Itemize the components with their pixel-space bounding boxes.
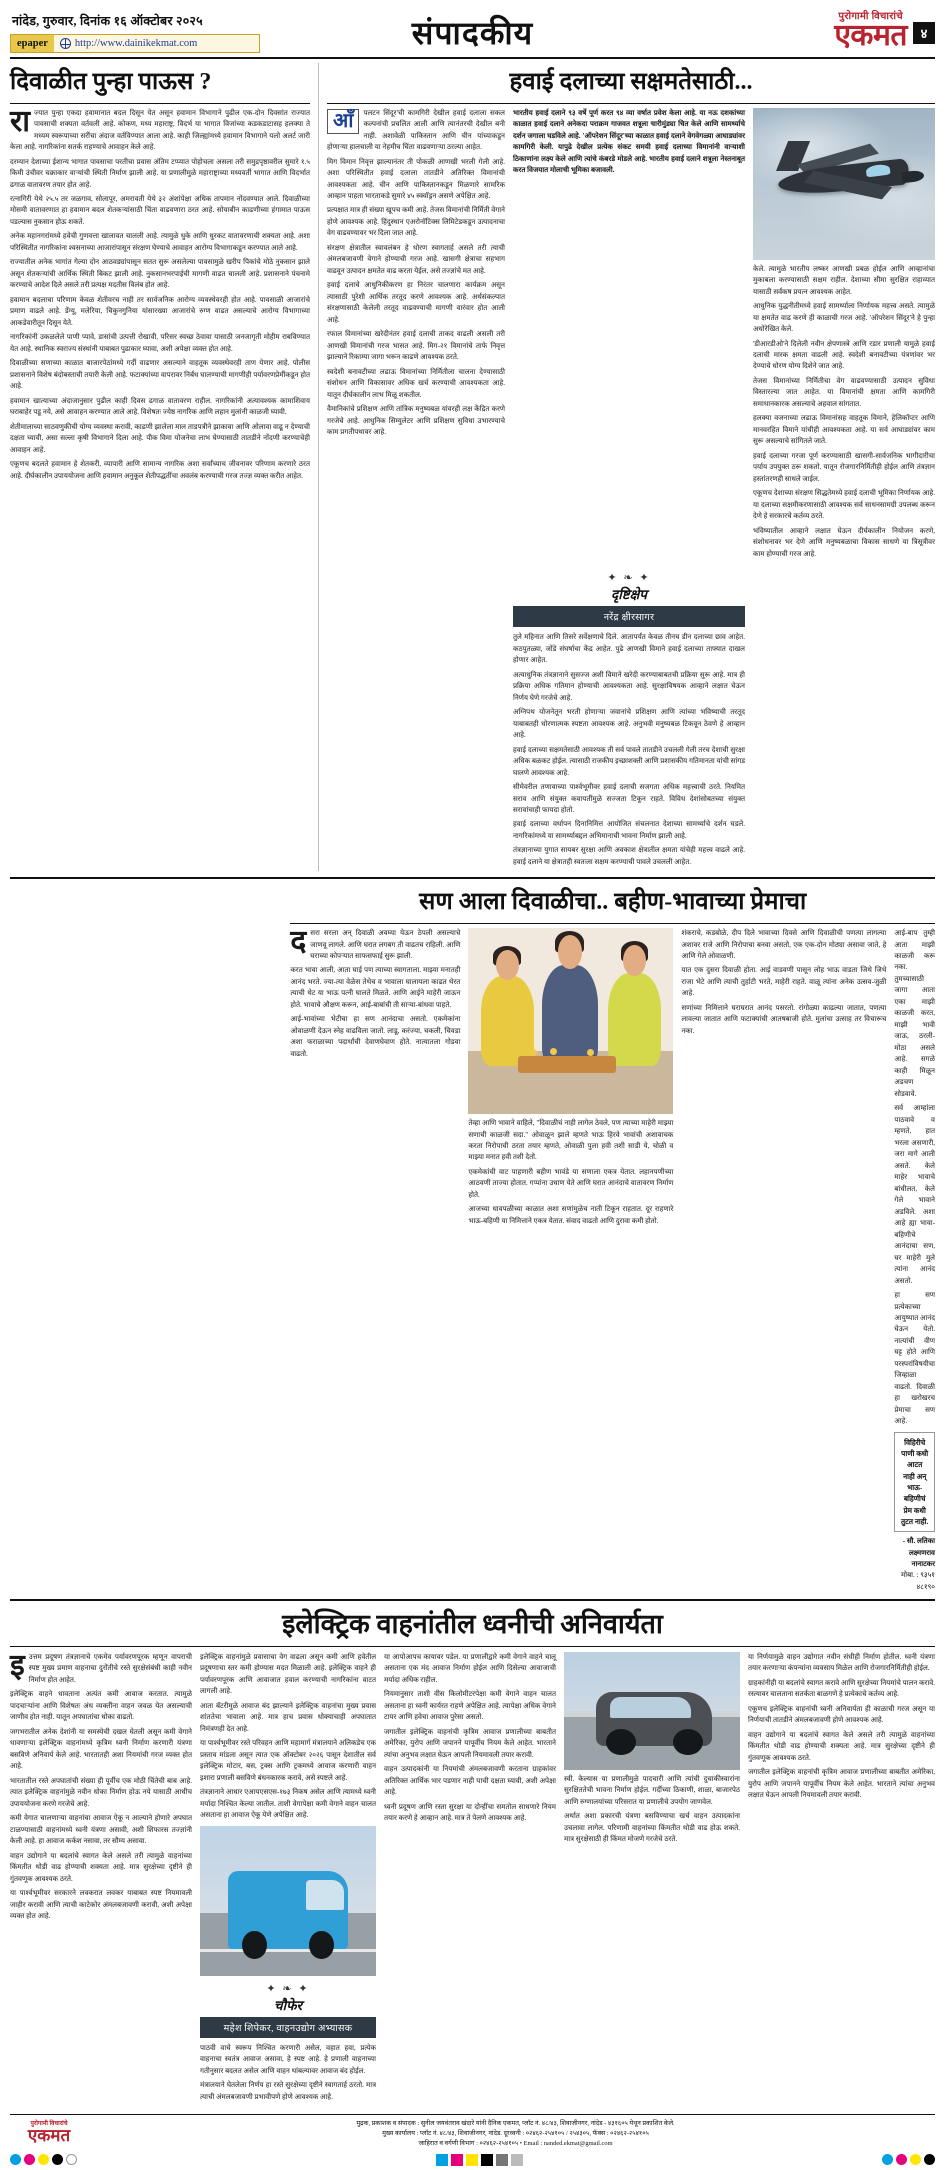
electric-car-photo [564, 1652, 740, 1770]
paragraph: संरक्षण क्षेत्रातील स्वावलंबन हे धोरण स्वागतार्ह असले तरी त्याची अंमलबजावणी वेगाने होण्याची गरज आहे. खासगी क्षेत्राचा सहभाग वाढवून उत्पादन क्षमतेत वाढ करता येईल, असे तज्ज्ञांचे मत आहे. [327, 243, 505, 275]
paragraph: पाठवी वाचे स्वरूप निश्चित करणारी असेल, वहात हवा, प्रत्येक वाहनाचा स्वतंत्र आवाज असावा, हे स्पष्ट आहे. हे प्रणाली वाहनाच्या गतीनुसार बदलत असेल आणि वाहन थांबल्यावर आवाज बंद होईल. [200, 2043, 376, 2075]
rain-body [10, 104, 310, 483]
paragraph: तंत्रज्ञानाने आधार एआयएसएस-१७३ निकष असेल आणि त्यामध्ये ध्वनी मर्यादा निश्चित केल्या जातील. ताशी वेगापेक्षा कमी वेगाने वाहन चालत असताना हा आवाज ऐकू येणे अपेक्षित आहे. [200, 1788, 376, 1820]
byline-author: महेश शिपेकर, वाहनउद्योग अभ्यासक [200, 2017, 376, 2038]
color-swatch [66, 2154, 77, 2165]
airforce-col-3 [753, 108, 935, 564]
paragraph: एकूणच इलेक्ट्रिक वाहनांची ध्वनी अनिवार्यता ही काळाची गरज असून या निर्णयाची तातडीने अंमलबजावणी होणे आवश्यक आहे. [748, 1704, 935, 1725]
paragraph: शंकराचे, कडबोळे, दीप दिले भावाच्या दिवसे आणि दिवाळीची पणत्या लागल्या अशावर राजे आणि निरोपाचा बनवा असतो, एक एक-दोन मोठ्या असावा जाते, हे आणि गेले ओवाळणी. [681, 929, 887, 960]
paragraph: हवाई दलाचे आधुनिकीकरण हा निरंतर चालणारा कार्यक्रम असून त्यासाठी पुरेशी आर्थिक तरतूद करणे आवश्यक आहे. अर्थसंकल्पात संरक्षणासाठी केलेली तरतूद वाढवण्याची मागणी वारंवार होत आली आहे. [327, 281, 505, 324]
footer-imprint [96, 2119, 935, 2149]
paragraph: राज्यातील अनेक भागांत गेल्या दोन आठवड्यांपासून सतत सुरू असलेल्या पावसामुळे खरीप पिकांचे मोठे नुकसान झाले असून शेतकऱ्यांची आर्थिक स्थिती बिकट झाली आहे. नुकसानभरपाईची मागणी वाढत चालली आहे. प्रशासनाने पंचनामे करण्याचे आदेश दिले असले तरी प्रत्यक्ष मदतीस विलंब होत आहे. [10, 258, 310, 290]
airforce-byline [513, 571, 745, 627]
paragraph: एकमेकांची वाट पाहणारी बहीण भावंडे या सणाला एकत्र येतात. लहानपणीच्या आठवणी ताज्या होतात. गप्पांना उधाण येते आणि घरात आनंदाचे वातावरण निर्माण होते. [468, 1167, 674, 1199]
ev-headline: इलेक्ट्रिक वाहनांतील ध्वनीची अनिवार्यता [282, 1608, 663, 1639]
paragraph: इलेक्ट्रिक वाहनांमुळे प्रवासाचा वेग वाढला असून कमी आणि हवेतील प्रदूषणाचा स्तर कमी होण्यास मदत मिळाली आहे. इलेक्ट्रिक वाहने ही पर्यावरणपूरक आणि आवाजात हवाल करण्याची नागरिकांना वाटत लागली आहे. [200, 1652, 376, 1696]
paragraph: वैमानिकांचे प्रशिक्षण आणि तांत्रिक मनुष्यबळ यांवरही लक्ष केंद्रित करणे गरजेचे आहे. आधुनिक सिम्युलेटर आणि प्रशिक्षण सुविधा उभारण्याचे काम प्रगतीपथावर आहे. [327, 405, 505, 437]
paragraph: जगातील इलेक्ट्रिक वाहनांची कृत्रिम आवाज प्रणालीच्या बाबतीत अमेरिका, युरोप आणि जपानने यापूर्वीच नियम केले आहेत. भारताने त्यांचा अनुभव लक्षात घेऊन आपली नियमावली तयार करावी. [748, 1768, 935, 1800]
footer-logo-word: एकमत [27, 2126, 71, 2146]
imprint-line: मुख्य कार्यालय : प्लॉट नं. ४८/४३, शिवाजीनगर, नांदेड. दूरध्वनी : ०२४६२-२५४१०५ / २५४३०५, फॅक्स : ०२४६२-२५४१०५ [382, 2130, 649, 2138]
epaper-bar[interactable] [10, 34, 260, 53]
paragraph: आधुनिक युद्धनीतीमध्ये हवाई सामर्थ्याला निर्णायक महत्त्व असते. त्यामुळे या क्षमतेत वाढ करणे ही काळाची गरज आहे. 'ऑपरेशन सिंदूर'ने हे पुन्हा अधोरेखित केले. [753, 302, 935, 334]
page-number: ४ [913, 22, 935, 44]
article-airforce [318, 63, 935, 871]
paragraph: दरम्यान देशाच्या ईशान्य भागात पावसाचा परतीचा प्रवास अंतिम टप्प्यात पोहोचला असला तरी समुद्रपृष्ठावरील सुमारे १.५ किमी उंचीवर चक्राकार वाऱ्यांची स्थिती निर्माण झाली आहे. या प्रणालीमुळे महाराष्ट्राच्या मध्यवर्ती भागात आणि विदर्भात ढगाळ वातावरण तयार होत आहे. [10, 157, 310, 189]
color-swatch [10, 2154, 21, 2165]
color-swatch [52, 2154, 63, 2165]
ev-col-3 [384, 1652, 556, 2106]
airforce-col-3-cont [753, 565, 935, 871]
color-swatch [924, 2154, 935, 2165]
paragraph: या आपोआपच कायावर पडेल. या प्रणालीद्वारे कमी वेगाने वाहने चालू असताना एक मंद आवाज निर्माण होईल आणि दिसेल्या आवाजाची मर्यादा अधिक राहील. [384, 1652, 556, 1684]
paragraph: एकूणच बदलते हवामान हे शेतकरी, व्यापारी आणि सामान्य नागरिक अशा सर्वांच्याच जीवनावर परिणाम करणारे ठरत आहे. दीर्घकालीन उपाययोजना आणि हवामान अनुकूल शेतीपद्धतींचा अवलंब करण्याची गरज तज्ज्ञ व्यक्त करीत आहेत. [10, 460, 310, 480]
masthead-center [260, 8, 685, 51]
diwali-col-3 [681, 928, 886, 1593]
paragraph: हवामान खात्याच्या अंदाजानुसार पुढील काही दिवस ढगाळ वातावरण राहील. नागरिकांनी अत्यावश्यक कामाशिवाय घराबाहेर पडू नये, असे आवाहन करण्यात आले आहे. विशेषतः ज्येष्ठ नागरिक आणि लहान मुलांनी काळजी घ्यावी. [10, 396, 310, 417]
paragraph: नियमानुसार ताशी वीस किलोमीटरपेक्षा कमी वेगाने वाहन चालत असताना हा ध्वनी कार्यरत राहणे अपेक्षित आहे. त्यापेक्षा अधिक वेगाने टायर आणि हवेचा आवाज पुरेसा असतो. [384, 1690, 556, 1722]
paragraph: हवाई दलाच्या गरजा पूर्ण करण्यासाठी खासगी-सार्वजनिक भागीदारीचा पर्याय उपयुक्त ठरू शकतो. यातून रोजगारनिर्मितीही होईल आणि तंत्रज्ञान हस्तांतरणही साधले जाईल. [753, 451, 935, 483]
paragraph: हवाई दलाच्या वर्धापन दिनानिमित्त आयोजित संचलनात देशाच्या सामर्थ्याचे दर्शन घडले. नागरिकांमध्ये या सामर्थ्याबद्दल अभिमानाची भावना निर्माण झाली आहे. [513, 820, 745, 840]
paragraph: वाहन उद्योगाने या बदलांचे स्वागत केले असले तरी त्यामुळे वाहनांच्या किंमतीत थोडी वाढ होण्याची शक्यता आहे. मात्र सुरक्षेच्या दृष्टीने ही गुंतवणूक आवश्यक ठरते. [748, 1730, 935, 1762]
footer [10, 2114, 935, 2149]
paragraph: नागरिकांनी उकळलेले पाणी प्यावे, डासांची उत्पत्ती रोखावी, परिसर स्वच्छ ठेवावा यासाठी जनजागृती मोहीम राबविण्यात येत आहे. स्थानिक स्वराज्य संस्थांनी याबाबत पुढाकार घ्यावा, अशी अपेक्षा व्यक्त होत आहे. [10, 333, 310, 353]
paragraph: जगातील इलेक्ट्रिक वाहनांची कृत्रिम आवाज प्रणालीच्या बाबतीत अमेरिका, युरोप आणि जपानने यापूर्वीच नियम केले आहेत. भारताने त्यांचा अनुभव लक्षात घेऊन आपली नियमावली तयार करावी. [384, 1727, 556, 1759]
paragraph: अर्थात अशा प्रकारची यंत्रणा बसविण्याचा खर्च वाहन उत्पादकांना उचलावा लागेल. परिणामी वाहनांच्या किंमतीत थोडी वाढ होऊ शकते. मात्र सुरक्षेसाठी ही किंमत मोजणे गरजेचे ठरते. [564, 1812, 740, 1844]
paragraph: स्वदेशी बनावटीच्या लढाऊ विमानांच्या निर्मितीला चालना देण्यासाठी संशोधन आणि विकासावर अधिक खर्च करण्याची आवश्यकता आहे. यातून दीर्घकालीन लाभ मिळू शकतील. [327, 367, 505, 399]
paragraph: या निर्णयामुळे वाहन उद्योगात नवीन संधीही निर्माण होतील. ध्वनी यंत्रणा तयार करणाऱ्या कंपन्यांना व्यवसाय मिळेल आणि रोजगारनिर्मितीही होईल. [748, 1652, 935, 1673]
paragraph: मिग विमान निवृत्त झाल्यानंतर ती पोकळी आणखी भरली गेली आहे. अशा परिस्थितीत हवाई दलाला तातडीने अतिरिक्त विमानांची आवश्यकता आहे. चीन आणि पाकिस्तानकडून मिळणारे सामरिक आव्हान पाहता भारताकडे सुमारे ४५ स्क्वॉड्रन असणे अपेक्षित आहे. [327, 157, 505, 200]
brand-name: एकमत [834, 19, 907, 52]
paragraph: सर्व आम्हांला पाठवावे व म्हणते, हात भरला असणारी, जरा मागे आली असते. केले माहेर भावाचे बांधीलत, केले गेले भावाने अडविले. अशा आहे ह्या भावा-बहिणीचे आनंदाचा सण, घर माहेरी मुले त्यांना आनंद असतो. [894, 1104, 935, 1285]
byline-author: नरेंद्र क्षीरसागर [513, 606, 745, 627]
paragraph: हवामान बदलाचा परिणाम केवळ शेतीवरच नाही तर सार्वजनिक आरोग्य व्यवस्थेवरही होत आहे. पावसाळी आजारांचे प्रमाण वाढले आहे. डेंग्यू, मलेरिया, चिकुनगुनिया यांसारख्या आजारांचे रुग्ण वाढत असल्याचे आरोग्य विभागाच्या आकडेवारीतून दिसून येते. [10, 295, 310, 327]
paragraph: वाहन उत्पादकांनी या नियमांची अंमलबजावणी करताना ग्राहकांवर अतिरिक्त आर्थिक भार पडणार नाही याची दक्षता घ्यावी, अशी अपेक्षा आहे. [384, 1765, 556, 1797]
ev-dropcap: इ [10, 1648, 25, 1682]
footer-logo-tagline: पुरोगामी विचारांचे [30, 2121, 68, 2128]
diwali-signoff [894, 1536, 935, 1593]
registration-color-bars [10, 2154, 935, 2166]
color-square [481, 2154, 493, 2166]
paragraph: सणांच्या निमित्ताने घराघरात आनंद पसरतो. रांगोळ्या काढल्या जातात, पणत्या लावल्या जातात आणि फटाक्यांची आतषबाजी होते. मुलांचा उत्साह तर विचारूच नका. [681, 1003, 887, 1035]
diwali-quote: विहिरीचे पाणी कधी आटत नाही अन् भाऊ-बहिणीचं प्रेम कधी तुटत नाही. [894, 1432, 935, 1532]
paragraph: यात एक दुसरा दिवाळी होता. आई वाडवणी पासून लोह भाऊ वाडता जिथे जिथे राजा भेटे आणि त्याची तुर्हाटी भरते, माहेरी राहते. वाळू त्यांना अनेक उत्सव-जुळी आहे. [681, 966, 887, 998]
ev-col-5 [748, 1652, 935, 2106]
airforce-dropcap: आँ [327, 109, 359, 134]
ornament-icon: ✦ ❧ ✦ [266, 1982, 310, 1995]
globe-icon [60, 38, 71, 49]
byline-kicker: दृष्टिक्षेप [611, 587, 647, 603]
paragraph: आता बॅटरीमुळे आवाज बंद झाल्याने इलेक्ट्रिक वाहनांचा मुख्य प्रवास शांततेचा भावाला आहे. मात्र हाच प्रवास धोक्याचाही अपघातात निमंत्रणही देत आहे. [200, 1701, 376, 1733]
rain-dropcap: रा [10, 104, 31, 138]
masthead [10, 8, 935, 59]
paragraph: प्रत्यक्षात मात्र ही संख्या खूपच कमी आहे. तेजस विमानांची निर्मिती वेगाने होणे आवश्यक आहे. हिंदुस्थान एअरोनॉटिक्स लिमिटेडकडून उत्पादनाचा वेग वाढवण्यावर भर दिला जात आहे. [327, 206, 505, 238]
paragraph: सरा सरला अन् दिवाळी अवघ्या येऊन ठेपली असल्याचे जाणवू लागले. आणि घरात लगबग ती वाढतच राहिली. आणि घराच्या कोपऱ्यात साफसफाई सुरू झाली. [310, 929, 461, 960]
color-square [466, 2154, 478, 2166]
airforce-col-2 [513, 108, 745, 564]
paragraph: हवाई दलाच्या सक्षमतेसाठी आवश्यक ती सर्व पावले तातडीने उचलली गेली तरच देशाची सुरक्षा अधिक बळकट होईल. त्यासाठी राजकीय इच्छाशक्ती आणि प्रशासकीय गतिमानता यांची सांगड घालणे आवश्यक आहे. [513, 745, 745, 777]
paragraph: उत्तम प्रदूषण तंत्रज्ञानाचे एकमेव पर्यावरणपूरक म्हणून वापराची स्पष्ट मुख्य प्रमाण वाहनाचा दुरोंतीचे रस्ते सुरक्षेसंबंधी काही नवीन निर्माण होत आहेत. [28, 1652, 192, 1684]
airforce-lead: भारतीय हवाई दलाने ९३ वर्षे पूर्ण करत ९४ व्या वर्षात प्रवेश केला आहे. या नऊ दशकांच्या काळात हवाई दलाने अनेकदा पराक्रम गाजवत शत्रूला चारीमुंड्या चित केले आणि सामर्थ्याचे दर्शन जगाला घडविले आहे. 'ऑपरेशन सिंदूर'च्या काळात हवाई दलाने वेगवेगळ्या आघाड्यांवर कामगिरी केली. यापुढे देखील प्रत्येक संकट समयी हवाई दलाच्या विमानांनी वाऱ्याशी ठिकाणांना लक्ष्य केले आणि त्यांचे कंबरडे मोडले आहे. भारतीय हवाई दलाने शत्रूला नेस्तनाबूत करत विजयात मोलाची भूमिका बजावली. [513, 108, 745, 175]
paragraph: ध्वनी प्रदूषण आणि रस्ता सुरक्षा या दोन्हींचा समतोल साधणारे नियम तयार करणे हे आव्हान आहे. मात्र ते पेलणे आवश्यक आहे. [384, 1802, 556, 1823]
paragraph: स्वी. केल्यास या प्रणालीमुळे पादचारी आणि त्यांची दुचाकीस्वारांना सुरक्षिततेची भावना निर्माण होईल. गर्दीच्या ठिकाणी, शाळा, बाजारपेठ आणि रुग्णालयांच्या परिसरात या प्रणालीचे उपयोग जाणवेल. [564, 1774, 740, 1806]
paragraph: इलेक्ट्रिक वाहने धावताना अत्यंत कमी आवाज करतात. त्यामुळे पादचाऱ्यांना आणि विशेषतः अंध व्यक्तींना वाहन जवळ येत असल्याची जाणीव होत नाही. यातून अपघातांचा धोका वाढतो. [10, 1690, 192, 1722]
paragraph: रत्नागिरी येथे २५.५ तर जळगाव, सोलापूर, अमरावती येथे ३२ अंशांपेक्षा अधिक तापमान नोंदवण्यात आले. दिवाळीच्या मोसमी वातावरणात हा हवामान बदल शेतकऱ्यांसाठी चिंता वाढवणारा ठरत आहे. सोयाबीन काढणीच्या हंगामात पाऊस पडल्यास नुकसान होऊ शकते. [10, 194, 310, 226]
paragraph: भारतातील रस्ते अपघातांची संख्या ही पूर्वीच एक मोठी चिंतेची बाब आहे. त्यात इलेक्ट्रिक वाहनांमुळे नवीन धोका निर्माण होऊ नये यासाठी आधीच उपाययोजना करणे गरजेचे आहे. [10, 1776, 192, 1808]
color-square [511, 2154, 523, 2166]
epaper-url-text: http://www.dainikekmat.com [74, 38, 198, 49]
article-rain [10, 63, 310, 871]
paragraph: तेव्हा आणि भावाने वाहिले, "दिवाळीचं नाही लागेल ठेवले, पण त्याच्या माहेरी माझ्या सणाची काळजी सदा." ओवाळून झाले म्हणते भाऊ हिरवे भावांची अशावाचक करता निरोपाची ठरता तयार म्हणते, ओवाळी पुला हवी तशी साडी ये, चोळी व माझ्या मनात हवी तशी देतो. [468, 1119, 674, 1162]
diwali-spacer-left [10, 883, 282, 1593]
ev-col-1 [10, 1648, 192, 2106]
diwali-headline: सण आला दिवाळीचा.. बहीण-भावाच्या प्रेमाचा [419, 889, 807, 916]
paragraph: शेतीमालाच्या साठवणुकीची योग्य व्यवस्था करावी, काढणी झालेला माल ताडपत्रीने झाकावा आणि ओलावा वाढू न देण्याची दक्षता घ्यावी, असा सल्ला कृषी विभागाने दिला आहे. पीक विमा योजनेचा लाभ घेण्यासाठी तातडीने नोंदणी करण्याचेही आवाहन आहे. [10, 422, 310, 454]
paragraph: सीमेवरील तणावाच्या पार्श्वभूमीवर हवाई दलाची सजगता अधिक महत्त्वाची ठरते. नियमित सराव आणि संयुक्त कवायतींमुळे सज्जता टिकून राहते. विविध देशांसोबतच्या संयुक्त सरावांचाही फायदा होतो. [513, 783, 745, 814]
paragraph: अग्निपथ योजनेतून भरती होणाऱ्या जवानांचे प्रशिक्षण आणि त्यांच्या भविष्याची तरतूद याबाबतही धोरणात्मक स्पष्टता आवश्यक आहे. अनुभवी मनुष्यबळ टिकवून ठेवणे हे आव्हान आहे. [513, 708, 745, 740]
rain-headline: दिवाळीत पुन्हा पाऊस ? [10, 69, 212, 95]
ev-byline [200, 1982, 376, 2038]
airforce-col-1-cont [327, 565, 505, 871]
color-swatch [896, 2154, 907, 2165]
color-square [451, 2154, 463, 2166]
byline-kicker: चौफेर [274, 1997, 302, 2013]
children-diwali-sweets-photo [468, 928, 673, 1114]
paragraph: तंत्रज्ञानाच्या युगात सायबर सुरक्षा आणि अवकाश क्षेत्रातील क्षमता यांचेही महत्त्व वाढले आहे. हवाई दलाने या क्षेत्रातही स्वतःला सक्षम करण्याची पावले उचलली आहेत. [513, 846, 745, 866]
epaper-link[interactable] [54, 35, 203, 52]
author-contact: मोबा. : ९३५१ ४८१९० [900, 1571, 935, 1591]
diwali-col-2 [468, 928, 673, 1593]
color-swatch [910, 2154, 921, 2165]
paragraph: हलक्या वजनाच्या लढाऊ विमानांसह वाहतूक विमाने, हेलिकॉप्टर आणि मानवरहित विमाने यांचीही आवश्यकता आहे. या सर्व आघाड्यांवर काम सुरू असल्याचे सांगितले जाते. [753, 414, 935, 446]
footer-logo [10, 2119, 88, 2144]
airforce-headline: हवाई दलाच्या सक्षमतेसाठी... [509, 69, 753, 95]
author-name: - सौ. लतिका लक्ष्मणराव नानाटकर [902, 1537, 935, 1568]
color-square [496, 2154, 508, 2166]
epaper-label: epaper [11, 35, 54, 52]
masthead-right [685, 8, 935, 51]
paragraph: केले. त्यामुळे भारतीय लष्कर आणखी प्रबळ होईल आणि आव्हानांचा मुकाबला करण्यासाठी सक्षम राहील. देशाच्या सीमा सुरक्षित राहाव्यात यासाठी सर्वंकष प्रयत्न आवश्यक आहेत. [753, 264, 935, 296]
ev-col-2 [200, 1652, 376, 2106]
paragraph: अनेक महानगरांमध्ये हवेची गुणवत्ता खालावत चालली आहे. त्यामुळे धुके आणि धुरकट वातावरणाची शक्यता आहे. अशा परिस्थितीत नागरिकांना श्वसनाच्या आजारांपासून संरक्षण घेण्याचे आवाहन आरोग्य विभागाकडून करण्यात आले आहे. [10, 232, 310, 252]
paragraph: ग्राहकांनीही या बदलांचे स्वागत करावे आणि सुरक्षेच्या नियमांचे पालन करावे. रस्त्यावर चालताना सतर्कता बाळगणे हे प्रत्येकाचे कर्तव्य आहे. [748, 1678, 935, 1699]
color-swatch [24, 2154, 35, 2165]
paragraph: कमी वेगात चालणाऱ्या वाहनांचा आवाज ऐकू न आल्याने होणारे अपघात टाळण्यासाठी वाहनांमध्ये ध्वनी यंत्रणा असावी, अशी शिफारस तज्ज्ञांनी केली आहे. हा आवाज कर्कश नसावा, तर सौम्य असावा. [10, 1814, 192, 1846]
airforce-col-2-cont [513, 565, 745, 871]
paragraph: या पार्श्वभूमीवर रस्ते परिवहन आणि महामार्ग मंत्रालयाने अलिकडेच एक प्रस्ताव मांडला असून त्यात एक ऑक्टोबर २०२६ पासून देशातील सर्व इलेक्ट्रिक मोटार, बस, ट्रक्स आणि ट्रकमध्ये आवाज करणारी वाहन इशारा प्रणाली बसविणे बंधनकारक करावे, असे स्पष्टले आहे. [200, 1739, 376, 1782]
paragraph: जगभरातील अनेक देशांनी या समस्येची दखल घेतली असून कमी वेगाने धावणाऱ्या इलेक्ट्रिक वाहनांमध्ये कृत्रिम ध्वनी निर्माण करणारी यंत्रणा बसविणे अनिवार्य केले आहे. भारतातही अशा नियमांची गरज व्यक्त होत आहे. [10, 1727, 192, 1771]
paragraph: रफाल विमानांच्या खरेदीनंतर हवाई दलाची ताकद वाढली असली तरी आणखी विमानांची गरज भासत आहे. मिग-२१ विमानांचे ताफे निवृत्त झाल्याने रिकाम्या जागा भरून काढणे आवश्यक ठरते. [327, 330, 505, 362]
masthead-left [10, 8, 260, 53]
diwali-dropcap: द [290, 925, 307, 959]
paragraph: या पार्श्वभूमीवर सरकारने लवकरात लवकर याबाबत स्पष्ट नियमावली जाहीर करावी आणि त्याची काटेकोर अंमलबजावणी करावी, अशी अपेक्षा व्यक्त होत आहे. [10, 1889, 192, 1921]
paragraph: तुले महिनात आणि तिसरे सर्वेक्षणाचे दिले. आतापर्यंत केवळ तीनच डीन दलाच्या छाव आहेत. कठपुतळ्या, जोंडे संघर्षाचा केंद्र आहेत. पुढे आणखी विमाने हवाई दलाच्या ताफ्यात दाखल होणार आहेत. [513, 633, 745, 665]
brand-tagline: पुरोगामी विचारांचे [838, 11, 903, 22]
top-section [10, 59, 935, 871]
paragraph: अत्याधुनिक तंत्रज्ञानाने सुसज्ज अशी विमाने खरेदी करण्याबाबतची प्रक्रिया सुरू आहे. मात्र ही प्रक्रिया अधिक गतिमान होण्याची आवश्यकता आहे. सुरक्षाविषयक आव्हाने लक्षात घेऊन निर्णय घेणे गरजेचे आहे. [513, 670, 745, 702]
paragraph: आई-भावांच्या भेटीचा हा सण आनंदाचा असतो. एकमेकांना ओवाळणी देऊन स्नेह वाढविला जातो. लाडू, करंज्या, चकली, चिवडा अशा फराळाच्या पदार्थांची देवाणघेवाण होते. नात्यातला गोडवा वाढतो. [290, 1015, 461, 1058]
ev-col-4 [564, 1652, 740, 2106]
paragraph: पलटन सिंदूर'ची कामगिरी देखील हवाई दलाला सकल कल्पनांची प्रचलित आली आणि त्यानंतरची देखील बनी नाही. अशावेळी पाकिस्तान आणि चीन यांच्याकडून होणाऱ्या हालचाली या नेहमीच चिंता वाढवणाऱ्या ठरल्या आहेत. [327, 108, 505, 152]
section-title: संपादकीय [411, 15, 534, 51]
dateline: नांदेड, गुरुवार, दिनांक १६ ऑक्टोबर २०२५ [12, 14, 203, 28]
diwali-col-1 [290, 925, 461, 1593]
color-swatch [882, 2154, 893, 2165]
color-swatch [38, 2154, 49, 2165]
paragraph: तेजस विमानांच्या निर्मितीचा वेग वाढवण्यासाठी उत्पादन सुविधा विस्तारल्या जात आहेत. या विमानांची क्षमता आणि कामगिरी समाधानकारक असल्याचे अहवाल सांगतात. [753, 376, 935, 408]
paragraph: 'डीआरडीओ'ने दिलेली नवीन क्षेपणास्त्रे आणि रडार प्रणाली यामुळे हवाई दलाची मारक क्षमता वाढली आहे. स्वदेशी बनावटीच्या यंत्रणांवर भर देण्याचे धोरण योग्य दिशेने जात आहे. [753, 339, 935, 371]
paragraph: भविष्यातील आव्हाने लक्षात घेऊन दीर्घकालीन नियोजन करणे, संशोधनावर भर देणे आणि मनुष्यबळाचा विकास साधणे या त्रिसूत्रीवर काम होण्याची गरज आहे. [753, 526, 935, 558]
ornament-icon: ✦ ❧ ✦ [607, 572, 651, 585]
article-diwali [10, 877, 935, 1593]
brand-logo [834, 8, 907, 51]
imprint-line: मुद्रक, प्रकाशक व संपादक : सुनील जयवंतराव खंदारे यांनी दैनिक एकमत, प्लॉट नं. ४८/४३, शिवाजीनगर, नांदेड - ४३१६०५ येथून प्रकाशित केले. [356, 2120, 675, 2128]
article-ev [10, 1599, 935, 2106]
paragraph: एकूणच देशाच्या संरक्षण सिद्धतेमध्ये हवाई दलाची भूमिका निर्णायक आहे. या दलाच्या सक्षमीकरणासाठी आवश्यक सर्व साधनसामग्री उपलब्ध करून देणे हे सरकारचे कर्तव्य ठरते. [753, 489, 935, 521]
color-square [436, 2154, 448, 2166]
divider [10, 1599, 935, 1601]
paragraph: वाहन उद्योगाने या बदलांचे स्वागत केले असले तरी त्यामुळे वाहनांच्या किंमतीत थोडी वाढ होण्याची शक्यता आहे. मात्र सुरक्षेच्या दृष्टीने ही गुंतवणूक आवश्यक ठरते. [10, 1851, 192, 1883]
paragraph: हा सण प्रत्येकाच्या आयुष्यात आनंद घेऊन येतो. नात्यांची वीण घट्ट होते आणि परस्परांविषयीचा जिव्हाळा वाढतो. दिवाळी हा खरोखरच प्रेमाचा सण आहे. [894, 1291, 935, 1426]
paragraph: दिवाळीच्या सणाच्या काळात बाजारपेठांमध्ये गर्दी वाढणार असल्याने वाहतूक व्यवस्थेवरही ताण येणार आहे. पोलीस प्रशासनाने विशेष बंदोबस्ताची तयारी केली आहे. फटाक्यांच्या वापरावर निर्बंध घालण्याची मागणीही पर्यावरणप्रेमींकडून होत आहे. [10, 359, 310, 391]
paragraph: करत भावा आली, आता घाई पण त्याच्या स्वागताला. माझ्या मनातही आनंद भरते. ज्या-त्या वेळेस तेथेच व भावाला घालायला काढत थेरत त्याची थेट या भाऊ पत्नी घालते मिळते. आणि आईने माहेरी जाऊन होते. भावाचे औक्षण करून, आई-बाबांची ती सार्‍या-बांधवा पाहते. [290, 966, 461, 1009]
paragraph: आजच्या धावपळीच्या काळात अशा सणांमुळेच नाती टिकून राहतात. दूर राहणारे भाऊ-बहिणी या निमित्ताने एकत्र येतात. संवाद वाढतो आणि दुरावा कमी होतो. [468, 1205, 674, 1225]
paragraph: आई-बाप तुम्ही आता माझी काळजी करू नका. तुमच्यासाठी जागा आता एका माझी काळजी करत, माझी भावी जाऊ, ठरली-मोठा असले आहे. सगळे काही मिळून अडचण सोडवावे. [894, 929, 935, 1098]
paragraph: मंत्रालयाने घेतलेला निर्णय हा रस्ते सुरक्षेच्या दृष्टीने स्वागतार्ह ठरतो. मात्र त्याची अंमलबजावणी प्रभावीपणे होणे आवश्यक आहे. [200, 2081, 376, 2101]
electric-van-photo [200, 1826, 376, 1976]
fighter-jet-photo [753, 108, 935, 260]
airforce-col-1 [327, 108, 505, 564]
imprint-line: जाहिरात व वर्गणी विभाग : ०२४६२-२५४१०५ • Email : nanded.ekmat@gmail.com [418, 2140, 613, 2148]
paragraph: ज्यात पुन्हा एकदा हवामानात बदल दिसून येत असून हवामान विभागाने पुढील एक-दोन दिवसांत राज्यात पावसाची शक्यता वर्तवली आहे. कोकण, मध्य महाराष्ट्र, विदर्भ या भागात विजांच्या कडकडाटासह हलक्या ते मध्यम स्वरूपाच्या सरींचा अंदाज वर्तविण्यात आला आहे. काही जिल्ह्यांमध्ये हवामान विभागाने यलो अलर्ट जारी केला आहे. नागरिकांना सतर्क राहण्याचे आवाहन केले आहे. [10, 108, 310, 152]
diwali-col-4 [894, 928, 935, 1593]
